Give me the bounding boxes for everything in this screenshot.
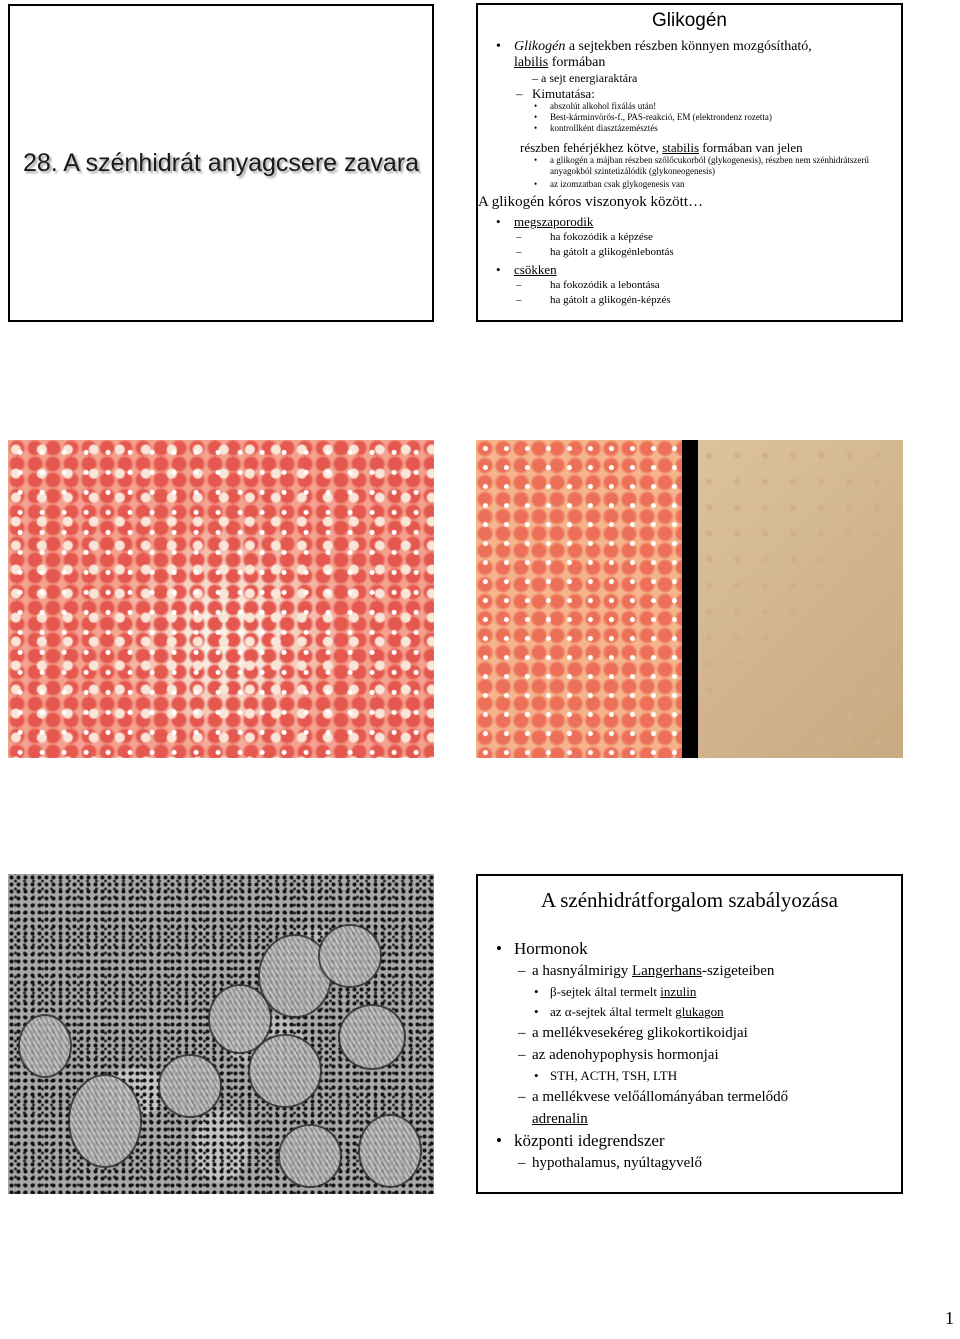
slide-liver-micrograph (8, 440, 434, 758)
mitochondrion-shape (358, 1114, 422, 1188)
slide-szenhidratforgalom (476, 874, 903, 1194)
mitochondrion-shape (278, 1124, 342, 1188)
mitochondrion-shape (158, 1054, 222, 1118)
sub-bullet: • a glikogén a májban részben szőlőcukorból (glykogenesis), részben nem szénhidrátszerű anyagokból szintetizálódik (glykoneogenesis) (496, 155, 895, 177)
sub-bullet: • kontrollként diasztázemésztés (496, 123, 895, 134)
bullet-kozponti: • központi idegrendszer (496, 1130, 895, 1152)
dash-adenohypophysis: – az adenohypophysis hormonjai (496, 1044, 895, 1066)
control-tissue-image (698, 440, 903, 758)
slide-heading: Glikogén (652, 10, 727, 31)
sub-bullet-hormones: • STH, ACTH, TSH, LTH (496, 1066, 895, 1086)
slide-glikogen (476, 3, 903, 322)
koros-heading: A glikogén kóros viszonyok között… (478, 194, 703, 210)
dash-item: – ha fokozódik a lebontása (496, 278, 895, 293)
dash-item: – ha gátolt a glikogén-képzés (496, 293, 895, 308)
stained-tissue-image (476, 440, 682, 758)
dash-kimutatasa: – Kimutatása: (496, 86, 895, 101)
page-number: 1 (945, 1308, 954, 1328)
dash-mellekvese: – a mellékvese velőállományában termelődő (496, 1086, 895, 1108)
mitochondrion-shape (318, 924, 382, 988)
sub-bullet: • abszolút alkohol fixálás után! (496, 101, 895, 112)
dash-hypothalamus: – hypothalamus, nyúltagyvelő (496, 1152, 895, 1174)
bullet-glikogen-labilis: • Glikogén a sejtekben részben könnyen mozgósítható, (496, 39, 895, 55)
bullet-continuation: labilis formában (514, 55, 606, 70)
dash-glikokortikoid: – a mellékvesekéreg glikokortikoidjai (496, 1022, 895, 1044)
dash-energiaraktar: – a sejt energiaraktára (532, 71, 638, 85)
sub-bullet-glukagon: • az α-sejtek által termelt glukagon (496, 1002, 895, 1022)
sub-bullet-inzulin: • β-sejtek által termelt inzulin (496, 982, 895, 1002)
mitochondrion-shape (18, 1014, 72, 1078)
szabalyozas-content (496, 938, 895, 1174)
bullet-hormonok: • Hormonok (496, 938, 895, 960)
chapter-title: 28. A szénhidrát anyagcsere zavara (22, 149, 420, 177)
glikogen-content (478, 39, 895, 308)
dash-langerhans: – a hasnyálmirigy Langerhans-szigeteiben (496, 960, 895, 982)
dash-item: – ha gátolt a glikogénlebontás (496, 245, 895, 260)
dash-item: – ha fokozódik a képzése (496, 230, 895, 245)
slide-heading: A szénhidrátforgalom szabályozása (540, 888, 838, 912)
liver-glycogen-stain-image (8, 440, 434, 758)
slide-electron-micrograph (8, 874, 434, 1194)
divider-bar (682, 440, 698, 758)
sub-bullet: • Best-kárminvörös-f., PAS-reakció, EM (elektrondenz rozetta) (496, 112, 895, 123)
slide-comparison-micrograph (476, 440, 903, 758)
sub-bullet: • az izomzatban csak glykogenesis van (496, 179, 895, 190)
mitochondrion-shape (338, 1004, 406, 1070)
dash-stabilis: részben fehérjékhez kötve, stabilis formában van jelen (520, 140, 803, 155)
mitochondrion-shape (68, 1074, 142, 1168)
adrenalin-label: adrenalin (532, 1111, 588, 1127)
mitochondrion-shape (248, 1034, 322, 1108)
bullet-csokken: • csökken (496, 262, 895, 278)
slide-title-card (8, 4, 434, 322)
bullet-megszaporodik: • megszaporodik (496, 214, 895, 230)
